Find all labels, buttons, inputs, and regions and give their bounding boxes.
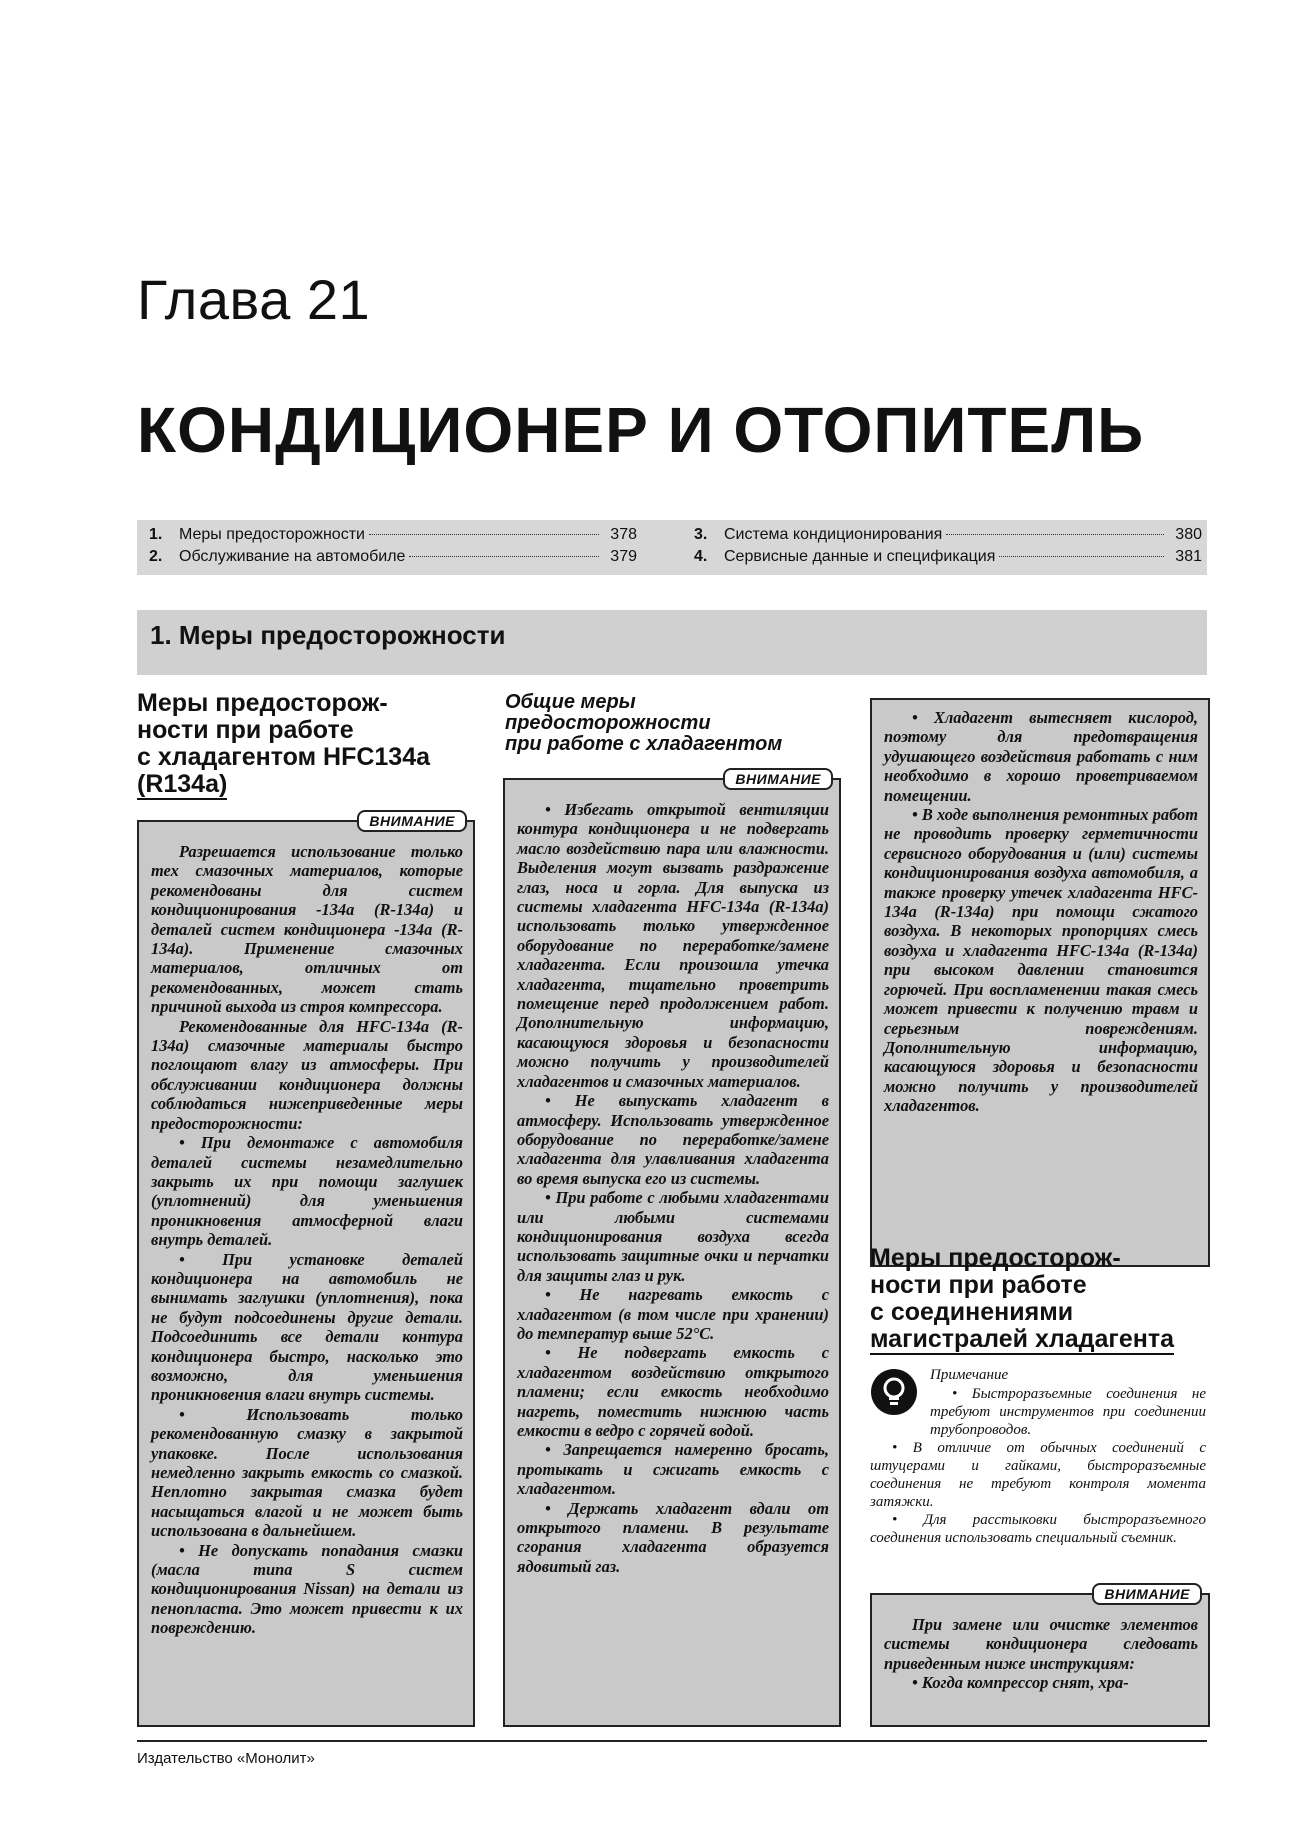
warning-box — [137, 813, 475, 1727]
subsection-heading: Меры предосторож- ности при работе с хладагентом HFC134a (R134a) — [137, 689, 431, 798]
toc-item: 2. Обслуживание на автомобиле 379 — [149, 548, 637, 565]
warning-text: Разрешается использование только тех смазочных материалов, которые рекомендованы для систем кондиционирования -134a (R-134a) и деталей систем кондиционера -134a (R-134a). Применение смазочных материалов, отличных от рекомендованных, может стать причиной выхода из строя компрессора. Рекомендованные для HFC-134a (R-134a) смазочные материалы быстро поглощают влагу из атмосферы. При обслуживании кондиционера должны соблюдаться нижеприведенные меры предосторожности: • При демонтаже с автомобиля деталей системы незамедлительно закрыть их при помощи заглушек (уплотнений) для уменьшения проникновения атмосферной влаги внутрь деталей. • При установке деталей кондиционера на автомобиль не вынимать заглушки (уплотнения), пока не будут подсоединены другие детали. Подсоединить все детали контура кондиционера быстро, насколько это возможно, для уменьшения проникновения влаги внутрь системы. • Использовать только рекомендованную смазку в закрытой упаковке. После использования немедленно закрыть емкость со смазкой. Неплотно закрытая смазка будет насыщаться влагой и не может быть использована в дальнейшем. • Не допускать попадания смазки (масла типа S систем кондиционирования Nissan) на детали из пенопласта. Это может привести к их повреждению. — [151, 842, 463, 1638]
warning-box — [870, 1586, 1210, 1727]
warning-text: • Хладагент вытесняет кислород, поэтому для предотвращения удушающего воздействия работать с ним необходимо в хорошо проветриваемом помещении. • В ходе выполнения ремонтных работ не проводить проверку герметичности сервисного оборудования и (или) системы кондиционирования воздуха автомобиля, а также проверку утечек хладагента HFC-134a (R-134a) при помощи сжатого воздуха. В некоторых пропорциях смесь воздуха и хладагента HFC-134a (R-134a) при высоком давлении становится горючей. При воспламенении такая смесь может привести к получению травм и серьезным повреждениям. Дополнительную информацию, касающуюся здоровья и безопасности можно получить у производителей хладагентов. — [884, 708, 1198, 1116]
toc-item: 1. Меры предосторожности 378 — [149, 526, 637, 543]
warning-text: При замене или очистке элементов системы кондиционера следовать приведенным ниже инструкциям: • Когда компрессор снят, хра- — [884, 1615, 1198, 1693]
subsection-heading-italic: Общие меры предосторожности при работе с хладагентом — [505, 691, 783, 755]
toc-item: 4. Сервисные данные и спецификация 381 — [694, 548, 1202, 565]
warning-box — [503, 771, 841, 1727]
warning-text: • Избегать открытой вентиляции контура кондиционера и не подвергать масло воздействию пара или влажности. Выделения могут вызвать раздражение глаз, носа и горла. Для выпуска из системы хладагента HFC-134a (R-134a) использовать только утвержденное оборудование по переработке/замене хладагента. Если произошла утечка хладагента, тщательно проветрить помещение перед продолжением работ. Дополнительную информацию, касающуюся здоровья и безопасности можно получить у производителей хладагентов и смазочных материалов. • Не выпускать хладагент в атмосферу. Использовать утвержденное оборудование по переработке/замене хладагента для улавливания хладагента во время выпуска его из системы. • При работе с любыми хладагентами или любыми системами кондиционирования воздуха всегда использовать защитные очки и перчатки для защиты глаз и рук. • Не нагревать емкость с хладагентом (в том числе при хранении) до температур выше 52°С. • Не подвергать емкость с хладагентом воздействию открытого пламени; если емкость необходимо нагреть, поместить нижнюю часть емкости в ведро с горячей водой. • Запрещается намеренно бросать, протыкать и сжигать емкость с хладагентом. • Держать хладагент вдали от открытого пламени. В результате сгорания хладагента образуется ядовитый газ. — [517, 800, 829, 1576]
chapter-label: Глава 21 — [137, 268, 371, 331]
section-title: 1. Меры предосторожности — [150, 620, 506, 650]
warning-label: ВНИМАНИЕ — [1092, 1583, 1202, 1605]
note-text: • Быстроразъемные соединения не требуют инструментов при соединении трубопроводов. • В отличие от обычных соединений с штуцерами и гайками, быстроразъемные соединения не требуют контроля момента затяжки. • Для расстыковки быстроразъемного соединения использовать специальный съемник. — [870, 1386, 1206, 1546]
warning-box-continued — [870, 698, 1210, 1267]
footer-divider — [137, 1740, 1207, 1742]
table-of-contents — [137, 520, 1207, 575]
note-heading: Примечание — [930, 1367, 1009, 1383]
chapter-title: КОНДИЦИОНЕР И ОТОПИТЕЛЬ — [137, 394, 1145, 466]
subsection-heading: Меры предосторож- ности при работе с соединениями магистралей хладагента — [870, 1244, 1174, 1353]
footer-publisher: Издательство «Монолит» — [137, 1750, 315, 1767]
warning-label: ВНИМАНИЕ — [723, 768, 833, 790]
toc-item: 3. Система кондиционирования 380 — [694, 526, 1202, 543]
warning-label: ВНИМАНИЕ — [357, 810, 467, 832]
